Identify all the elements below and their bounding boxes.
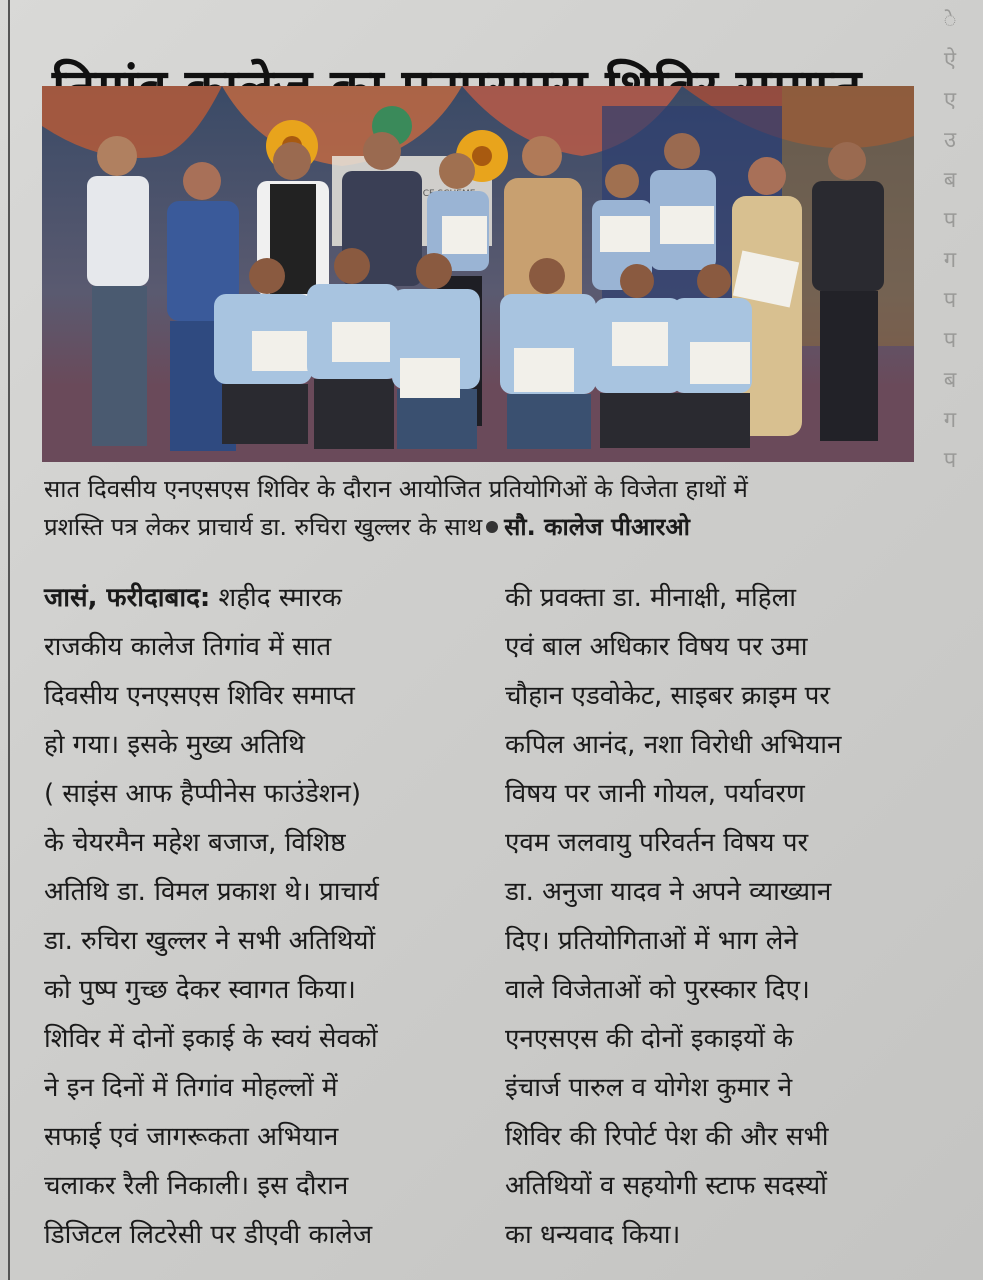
article-line: को पुष्प गुच्छ देकर स्वागत किया। xyxy=(44,975,356,1005)
article-line: इंचार्ज पारुल व योगेश कुमार ने xyxy=(505,1073,793,1103)
article-line: एवम जलवायु परिवर्तन विषय पर xyxy=(505,828,809,858)
article-line: अतिथियों व सहयोगी स्टाफ सदस्यों xyxy=(505,1171,827,1201)
photo-illustration xyxy=(42,86,914,462)
article-line: सफाई एवं जागरूकता अभियान xyxy=(44,1122,339,1152)
caption-line xyxy=(44,508,924,546)
article-line: शिविर की रिपोर्ट पेश की और सभी xyxy=(505,1122,829,1152)
article-text: शहीद स्मारक xyxy=(218,583,342,613)
article-line: विषय पर जानी गोयल, पर्यावरण xyxy=(505,779,805,809)
caption-text: प्रशस्ति पत्र लेकर प्राचार्य डा. रुचिरा खुल्लर के साथ xyxy=(44,513,483,541)
article-line: अतिथि डा. विमल प्रकाश थे। प्राचार्य xyxy=(44,877,379,907)
article-line: ( साइंस आफ हैप्पीनेस फाउंडेशन) xyxy=(44,779,361,809)
standing-person xyxy=(87,136,149,446)
article-line: एवं बाल अधिकार विषय पर उमा xyxy=(505,632,808,662)
article-line: चौहान एडवोकेट, साइबर क्राइम पर xyxy=(505,681,831,711)
group-photo xyxy=(42,86,914,462)
article-column-right xyxy=(505,574,925,1260)
article-column-left xyxy=(44,574,464,1260)
article-line: का धन्यवाद किया। xyxy=(505,1220,681,1250)
article-line: वाले विजेताओं को पुरस्कार दिए। xyxy=(505,975,810,1005)
article-line: कपिल आनंद, नशा विरोधी अभियान xyxy=(505,730,842,760)
article-line xyxy=(44,574,464,623)
article-line: राजकीय कालेज तिगांव में सात xyxy=(44,632,332,662)
article-line: दिवसीय एनएसएस शिविर समाप्त xyxy=(44,681,355,711)
article-line: दिए। प्रतियोगिताओं में भाग लेने xyxy=(505,926,798,956)
dateline: जासं, फरीदाबाद: xyxy=(44,583,211,613)
photo-caption xyxy=(44,470,924,546)
article-line: शिविर में दोनों इकाई के स्वयं सेवकों xyxy=(44,1024,378,1054)
article-line: डा. रुचिरा खुल्लर ने सभी अतिथियों xyxy=(44,926,376,956)
adjacent-column-fragment: े ऐ ए उ ब प ग प प ब ग प xyxy=(943,8,957,473)
article-line: एनएसएस की दोनों इकाइयों के xyxy=(505,1024,794,1054)
caption-line: सात दिवसीय एनएसएस शिविर के दौरान आयोजित प्रतियोगिओं के विजेता हाथों में xyxy=(44,475,748,503)
article-line: की प्रवक्ता डा. मीनाक्षी, महिला xyxy=(505,583,796,613)
standing-person xyxy=(812,142,884,441)
article-line: हो गया। इसके मुख्य अतिथि xyxy=(44,730,305,760)
article-line: चलाकर रैली निकाली। इस दौरान xyxy=(44,1171,349,1201)
article-line: डिजिटल लिटरेसी पर डीएवी कालेज xyxy=(44,1220,373,1250)
photo-credit: सौ. कालेज पीआरओ xyxy=(504,513,690,541)
article-line: डा. अनुजा यादव ने अपने व्याख्यान xyxy=(505,877,832,907)
column-rule xyxy=(8,0,10,1280)
bullet-icon xyxy=(486,521,498,533)
article-line: ने इन दिनों में तिगांव मोहल्लों में xyxy=(44,1073,338,1103)
article-line: के चेयरमैन महेश बजाज, विशिष्ठ xyxy=(44,828,346,858)
